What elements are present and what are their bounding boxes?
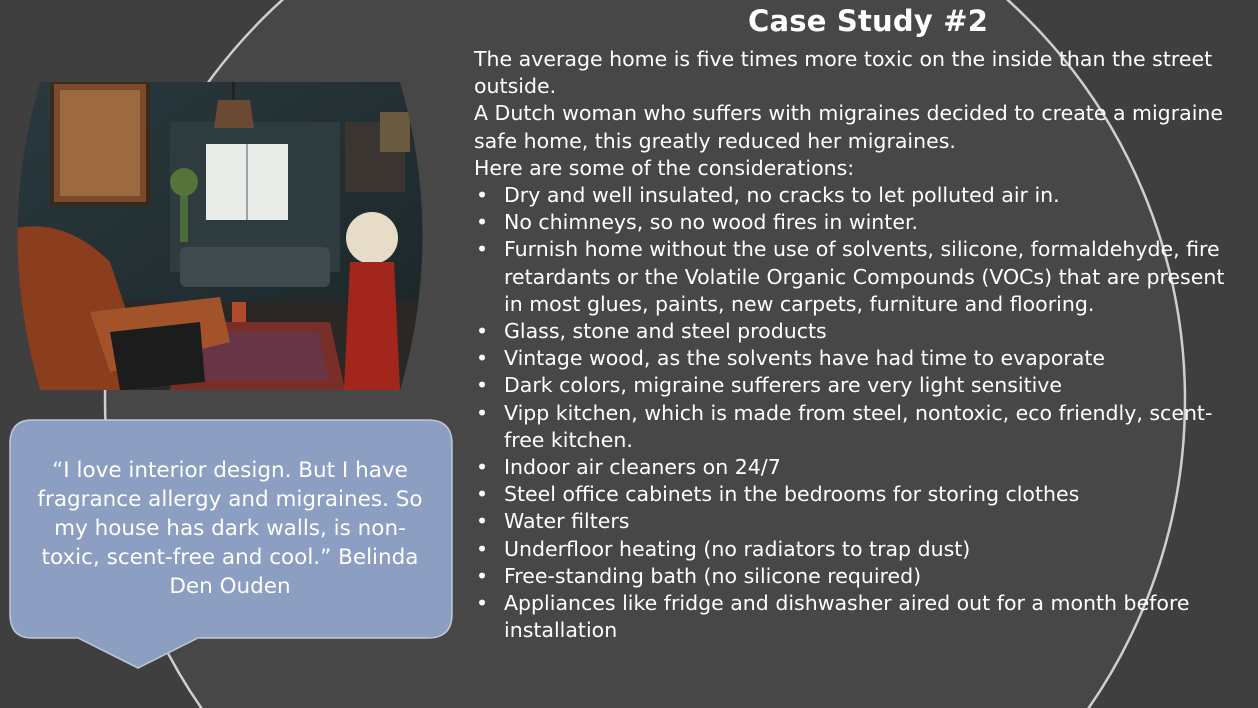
list-item: • Vintage wood, as the solvents have had time to evaporate bbox=[474, 345, 1244, 372]
slide-body bbox=[474, 46, 1244, 644]
considerations-list bbox=[474, 182, 1244, 644]
list-item: • Appliances like fridge and dishwasher aired out for a month before installation bbox=[474, 590, 1244, 644]
list-item: • Vipp kitchen, which is made from steel, nontoxic, eco friendly, scent-free kitchen. bbox=[474, 400, 1244, 454]
list-item: • Free-standing bath (no silicone required) bbox=[474, 563, 1244, 590]
list-item: • Dry and well insulated, no cracks to let polluted air in. bbox=[474, 182, 1244, 209]
list-item: • Indoor air cleaners on 24/7 bbox=[474, 454, 1244, 481]
list-item: • No chimneys, so no wood fires in winter. bbox=[474, 209, 1244, 236]
intro-paragraph: The average home is five times more toxic on the inside than the street outside. bbox=[474, 47, 1213, 99]
intro-paragraph: Here are some of the considerations: bbox=[474, 155, 855, 180]
list-item: • Glass, stone and steel products bbox=[474, 318, 1244, 345]
list-item: • Water filters bbox=[474, 508, 1244, 535]
quote-text: “I love interior design. But I have fragrance allergy and migraines. So my house has dark walls, is non-toxic, scent-free and cool.” Belinda Den Ouden bbox=[37, 458, 423, 599]
list-item: • Dark colors, migraine sufferers are very light sensitive bbox=[474, 372, 1244, 399]
list-item: • Underfloor heating (no radiators to trap dust) bbox=[474, 536, 1244, 563]
slide-title: Case Study #2 bbox=[748, 4, 989, 38]
list-item: • Furnish home without the use of solvents, silicone, formaldehyde, fire retardants or the Volatile Organic Compounds (VOCs) that are present in most glues, paints, new carpets, furniture and flooring. bbox=[474, 236, 1244, 318]
intro-paragraph: A Dutch woman who suffers with migraines decided to create a migraine safe home, this greatly reduced her migraines. bbox=[474, 101, 1223, 153]
living-room-photo bbox=[0, 82, 445, 390]
list-item: • Steel office cabinets in the bedrooms for storing clothes bbox=[474, 481, 1244, 508]
